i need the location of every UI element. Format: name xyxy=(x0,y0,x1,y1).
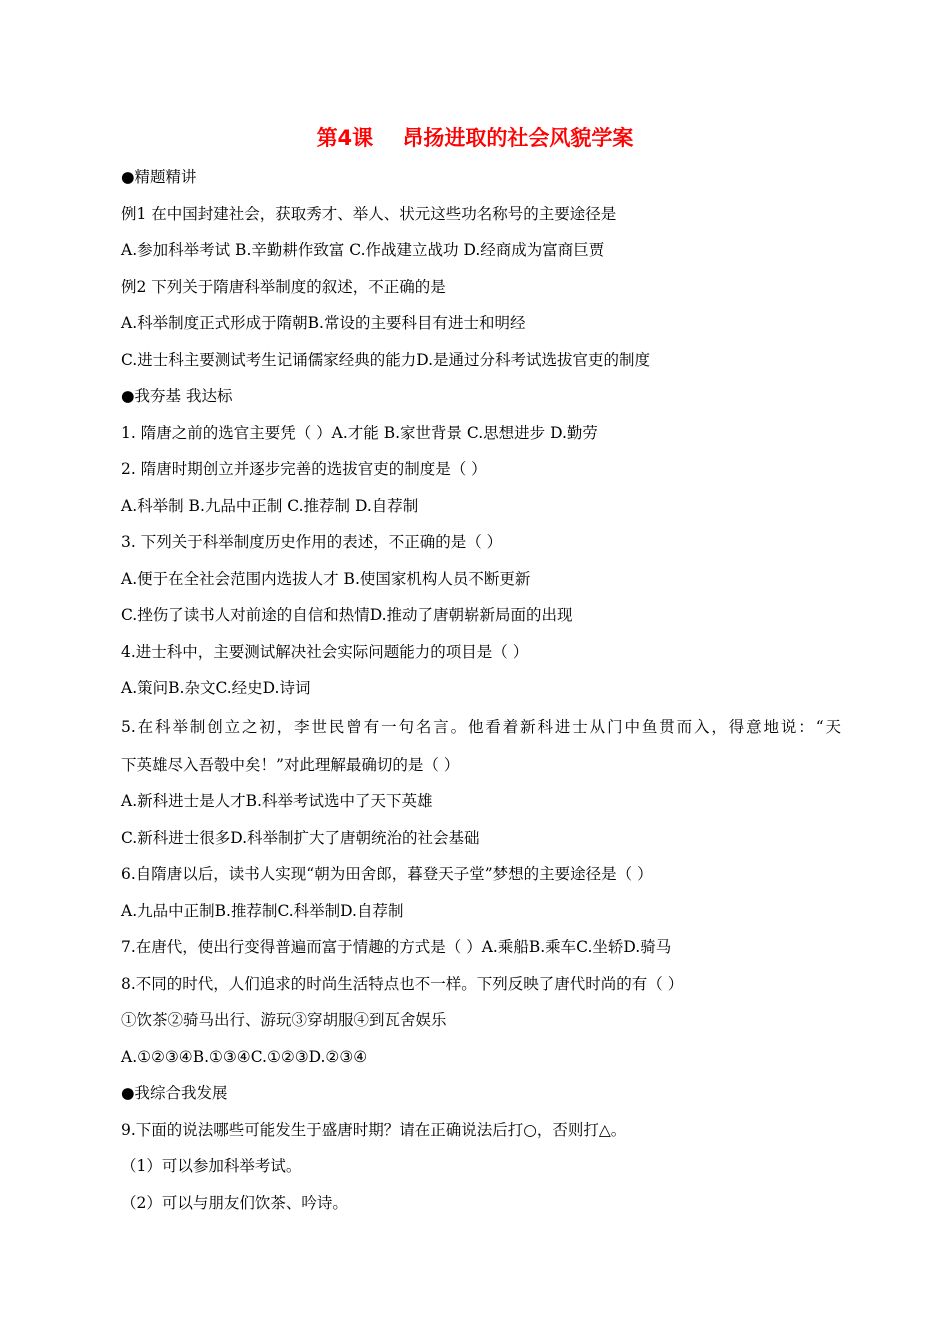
question-3-options-cd: C.挫伤了读书人对前途的自信和热情D.推动了唐朝崭新局面的出现 xyxy=(121,606,573,624)
question-9: 9.下面的说法哪些可能发生于盛唐时期？请在正确说法后打○，否则打△。 xyxy=(121,1120,627,1139)
question-9-item-2: （2）可以与朋友们饮茶、吟诗。 xyxy=(121,1193,348,1212)
question-6-options: A.九品中正制B.推荐制C.科举制D.自荐制 xyxy=(121,901,404,920)
question-3: 3. 下列关于科举制度历史作用的表述，不正确的是（ ） xyxy=(121,533,503,551)
question-8: 8.不同的时代，人们追求的时尚生活特点也不一样。下列反映了唐代时尚的有（ ） xyxy=(121,974,684,993)
document-body xyxy=(121,159,841,1221)
question-6: 6.自隋唐以后，读书人实现“朝为田舍郎，暮登天子堂”梦想的主要途径是（ ） xyxy=(121,865,653,883)
section-heading-zonghe: ●我综合我发展 xyxy=(121,1084,228,1102)
document-title: 第4课 昂扬进取的社会风貌学案 xyxy=(316,126,634,150)
section-heading-hangji: ●我夯基 我达标 xyxy=(121,387,233,405)
question-2: 2. 隋唐时期创立并逐步完善的选拔官吏的制度是（ ） xyxy=(121,460,487,478)
example-1-options: A.参加科举考试 B.辛勤耕作致富 C.作战建立战功 D.经商成为富商巨贾 xyxy=(121,241,605,259)
question-8-items: ①饮茶②骑马出行、游玩③穿胡服④到瓦舍娱乐 xyxy=(121,1011,447,1029)
question-5-line-2: 下英雄尽入吾彀中矣！”对此理解最确切的是（ ） xyxy=(121,755,460,774)
question-9-item-1: （1）可以参加科举考试。 xyxy=(121,1157,302,1175)
question-8-options: A.①②③④B.①③④C.①②③D.②③④ xyxy=(121,1047,368,1066)
question-3-options-ab: A.便于在全社会范围内选拔人才 B.使国家机构人员不断更新 xyxy=(121,569,531,588)
question-4: 4.进士科中，主要测试解决社会实际问题能力的项目是（ ） xyxy=(121,642,529,661)
section-heading-jingti: ●精题精讲 xyxy=(121,168,197,186)
question-4-options: A.策问B.杂文C.经史D.诗词 xyxy=(121,679,311,697)
example-2-question: 例2 下列关于隋唐科举制度的叙述，不正确的是 xyxy=(121,277,446,296)
example-2-options-ab: A.科举制度正式形成于隋朝B.常设的主要科目有进士和明经 xyxy=(121,314,526,332)
question-2-options: A.科举制 B.九品中正制 C.推荐制 D.自荐制 xyxy=(121,496,419,515)
question-5-options-cd: C.新科进士很多D.科举制扩大了唐朝统治的社会基础 xyxy=(121,828,480,847)
question-5-line-1: 5.在科举制创立之初，李世民曾有一句名言。他看着新科进士从门中鱼贯而入，得意地说：“天 xyxy=(121,717,841,736)
example-2-options-cd: C.进士科主要测试考生记诵儒家经典的能力D.是通过分科考试选拔官吏的制度 xyxy=(121,350,651,369)
example-1-question: 例1 在中国封建社会，获取秀才、举人、状元这些功名称号的主要途径是 xyxy=(121,204,617,223)
question-5-options-ab: A.新科进士是人才B.科举考试选中了天下英雄 xyxy=(121,792,433,810)
question-1: 1. 隋唐之前的选官主要凭（ ）A.才能 B.家世背景 C.思想进步 D.勤劳 xyxy=(121,423,598,442)
question-7: 7.在唐代，使出行变得普遍而富于情趣的方式是（ ）A.乘船B.乘车C.坐轿D.骑马 xyxy=(121,938,672,956)
